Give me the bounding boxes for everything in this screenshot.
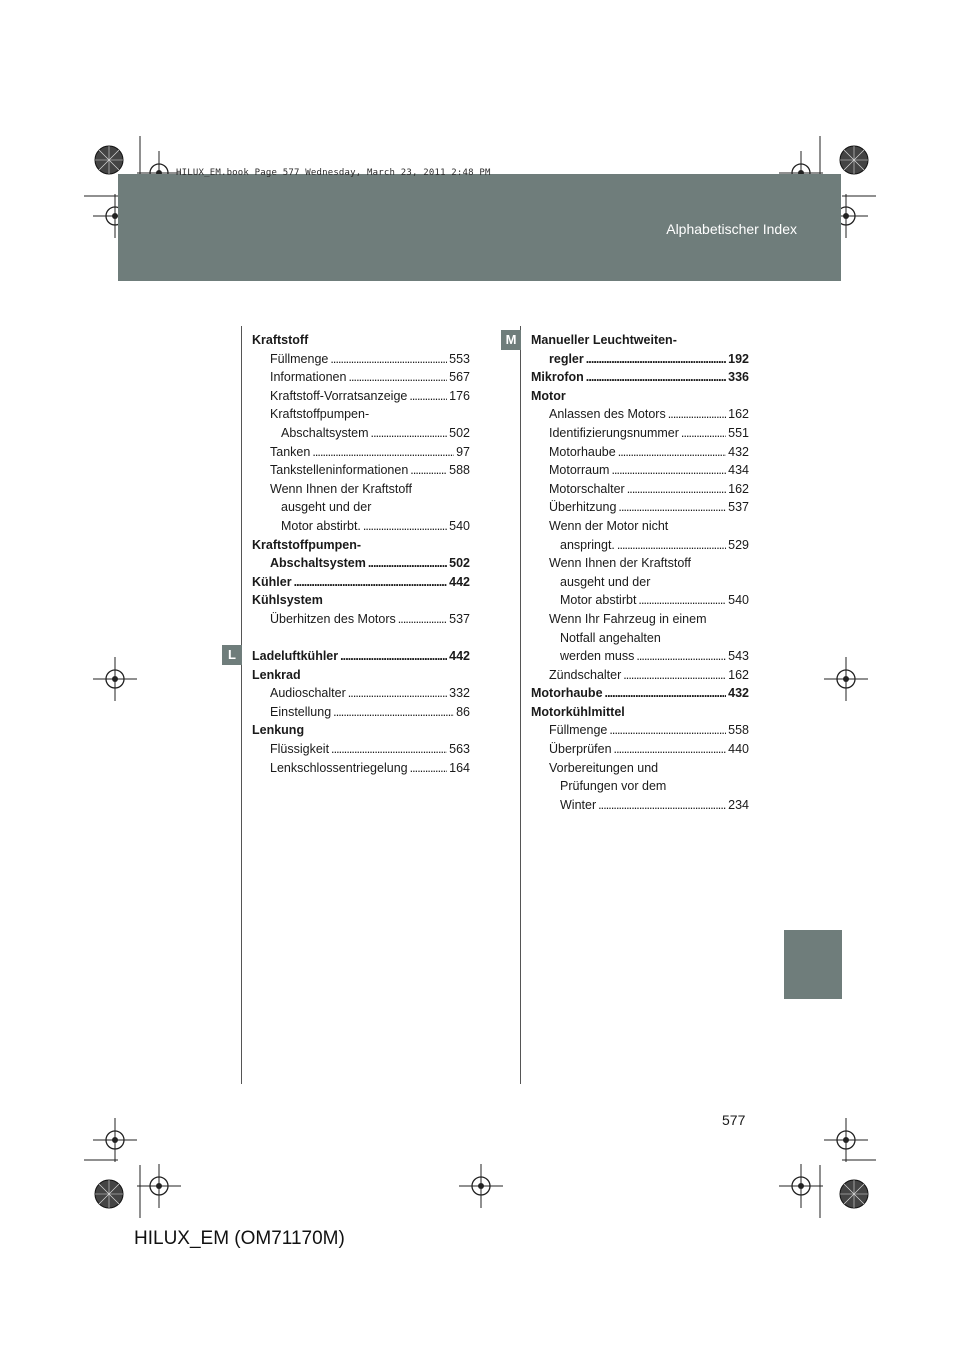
index-entry	[531, 350, 749, 369]
index-entry-term: Wenn Ihnen der Kraftstoff	[270, 481, 412, 496]
index-entry-term: Lenkung	[252, 723, 305, 738]
index-entry	[252, 424, 470, 443]
dot-leader	[638, 591, 726, 610]
index-entry-term: Informationen	[270, 370, 347, 385]
index-entry-page: 567	[449, 370, 470, 385]
index-entry-page: 442	[449, 574, 470, 589]
entry-spacer	[252, 629, 470, 648]
index-entry-page: 164	[449, 760, 470, 775]
index-entry-term: Kraftstoff-Vorratsanzeige	[270, 388, 408, 403]
index-entry-term: Motor abstirbt	[560, 593, 637, 608]
index-entry	[531, 740, 749, 759]
index-entry	[531, 796, 749, 815]
index-entry	[252, 721, 470, 740]
index-entry-term: anspringt.	[560, 537, 615, 552]
index-entry-page: 432	[728, 686, 749, 701]
index-entry	[531, 721, 749, 740]
index-entry-page: 588	[449, 463, 470, 478]
index-entry-term: werden muss	[560, 649, 635, 664]
index-entry-page: 537	[728, 500, 749, 515]
index-entry-term: Füllmenge	[549, 723, 608, 738]
index-entry-page: 97	[456, 444, 470, 459]
index-entry	[252, 405, 470, 424]
dot-leader	[333, 703, 454, 722]
index-entry-term: ausgeht und der	[560, 574, 651, 589]
index-entry	[252, 647, 470, 666]
index-entry	[531, 498, 749, 517]
dot-leader	[611, 461, 726, 480]
index-entry-page: 553	[449, 351, 470, 366]
index-entry	[252, 368, 470, 387]
index-entry	[531, 554, 749, 573]
dot-leader	[586, 350, 726, 369]
index-entry	[531, 424, 749, 443]
index-entry-term: Kraftstoffpumpen-	[270, 407, 370, 422]
dot-leader	[627, 480, 726, 499]
index-entry-page: 432	[728, 444, 749, 459]
index-entry-page: 537	[449, 611, 470, 626]
index-entry	[252, 350, 470, 369]
index-entry-page: 162	[728, 481, 749, 496]
dot-leader	[668, 405, 726, 424]
index-entry	[252, 461, 470, 480]
index-entry-term: Wenn Ihnen der Kraftstoff	[549, 556, 691, 571]
dot-leader	[681, 424, 726, 443]
dot-leader	[312, 443, 454, 462]
dot-leader	[617, 536, 726, 555]
index-entry-page: 234	[728, 797, 749, 812]
dot-leader	[331, 740, 447, 759]
index-entry-term: Lenkschlossentriegelung	[270, 760, 408, 775]
index-entry-term: Abschaltsystem	[281, 425, 369, 440]
index-entry-page: 502	[449, 425, 470, 440]
index-entry-page: 192	[728, 351, 749, 366]
letter-marker-m: M	[501, 330, 521, 350]
index-entry-term: ausgeht und der	[281, 500, 372, 515]
index-entry-term: Lenkrad	[252, 667, 301, 682]
index-entry	[531, 573, 749, 592]
index-entry	[252, 498, 470, 517]
index-entry-term: Kühlsystem	[252, 593, 323, 608]
section-title: Alphabetischer Index	[666, 221, 797, 237]
index-entry	[252, 666, 470, 685]
index-entry	[531, 536, 749, 555]
index-entry	[252, 740, 470, 759]
dot-leader	[609, 721, 726, 740]
index-entry-page: 440	[728, 742, 749, 757]
index-entry-term: Füllmenge	[270, 351, 329, 366]
index-entry	[531, 591, 749, 610]
index-entry-page: 563	[449, 742, 470, 757]
index-entry	[252, 331, 470, 350]
index-entry-term: Audioschalter	[270, 686, 346, 701]
column-divider-left	[241, 326, 242, 1084]
index-entry	[252, 387, 470, 406]
index-entry	[252, 591, 470, 610]
dot-leader	[348, 368, 447, 387]
letter-marker-l: L	[222, 645, 242, 665]
index-entry-page: 162	[728, 407, 749, 422]
index-entry	[531, 777, 749, 796]
dot-leader	[409, 387, 447, 406]
dot-leader	[614, 740, 727, 759]
dot-leader	[348, 684, 447, 703]
dot-leader	[371, 424, 448, 443]
index-entry	[252, 443, 470, 462]
index-entry-term: regler	[549, 351, 584, 366]
index-entry-term: Kraftstoff	[252, 333, 309, 347]
index-entry-page: 558	[728, 723, 749, 738]
index-entry	[531, 684, 749, 703]
index-entry-term: Motorkühlmittel	[531, 704, 625, 719]
dot-leader	[330, 350, 447, 369]
dot-leader	[363, 517, 447, 536]
index-entry-page: 502	[449, 556, 470, 571]
index-entry	[531, 517, 749, 536]
index-entry-term: Motor abstirbt.	[281, 518, 361, 533]
index-entry	[252, 536, 470, 555]
index-entry	[252, 517, 470, 536]
index-entry-term: Mikrofon	[531, 370, 584, 385]
dot-leader	[294, 573, 448, 592]
index-entry	[531, 331, 749, 350]
index-entry-page: 176	[449, 388, 470, 403]
index-column-right	[531, 331, 749, 814]
index-entry-term: Zündschalter	[549, 667, 622, 682]
index-entry-term: Winter	[560, 797, 597, 812]
dot-leader	[340, 647, 447, 666]
index-entry-page: 86	[456, 704, 470, 719]
index-entry	[252, 703, 470, 722]
index-entry-page: 442	[449, 649, 470, 664]
index-entry	[531, 629, 749, 648]
index-entry-term: Prüfungen vor dem	[560, 779, 667, 794]
dot-leader	[618, 443, 726, 462]
index-entry	[252, 554, 470, 573]
index-entry	[252, 610, 470, 629]
index-entry	[531, 461, 749, 480]
page-number: 577	[722, 1112, 746, 1128]
index-entry-term: Tanken	[270, 444, 311, 459]
dot-leader	[586, 368, 726, 387]
index-entry-term: Motorhaube	[531, 686, 603, 701]
dot-leader	[636, 647, 726, 666]
index-entry-term: Flüssigkeit	[270, 742, 330, 757]
index-entry-page: 336	[728, 370, 749, 385]
dot-leader	[410, 759, 448, 778]
index-entry-page: 332	[449, 686, 470, 701]
dot-leader	[598, 796, 726, 815]
index-entry-term: Wenn der Motor nicht	[549, 518, 669, 533]
index-entry-term: Identifizierungsnummer	[549, 425, 679, 440]
index-entry-term: Motorraum	[549, 463, 610, 478]
dot-leader	[398, 610, 447, 629]
index-entry-term: Überhitzung	[549, 500, 617, 515]
dot-leader	[618, 498, 726, 517]
index-entry	[531, 387, 749, 406]
index-entry-page: 434	[728, 463, 749, 478]
index-entry-term: Manueller Leuchtweiten-	[531, 333, 677, 347]
index-entry	[531, 610, 749, 629]
index-entry	[531, 666, 749, 685]
dot-leader	[368, 554, 447, 573]
index-entry-term: Wenn Ihr Fahrzeug in einem	[549, 611, 707, 626]
index-entry	[531, 647, 749, 666]
index-entry-page: 529	[728, 537, 749, 552]
index-entry-term: Überprüfen	[549, 742, 612, 757]
index-entry-term: Ladeluftkühler	[252, 649, 339, 664]
index-entry-term: Anlassen des Motors	[549, 407, 666, 422]
index-entry-term: Vorbereitungen und	[549, 760, 659, 775]
index-entry-page: 540	[728, 593, 749, 608]
index-entry-page: 551	[728, 425, 749, 440]
index-entry	[531, 368, 749, 387]
side-thumb-tab	[784, 930, 842, 999]
index-entry	[531, 405, 749, 424]
index-entry-term: Überhitzen des Motors	[270, 611, 396, 626]
dot-leader	[605, 684, 727, 703]
index-entry-term: Kühler	[252, 574, 292, 589]
manual-code: HILUX_EM (OM71170M)	[134, 1228, 345, 1249]
index-entry-page: 162	[728, 667, 749, 682]
index-entry-term: Motor	[531, 388, 566, 403]
index-entry	[252, 759, 470, 778]
index-entry-term: Abschaltsystem	[270, 556, 366, 571]
index-entry	[531, 703, 749, 722]
index-column-left	[252, 331, 470, 777]
index-entry-term: Tankstelleninformationen	[270, 463, 409, 478]
index-entry-term: Motorschalter	[549, 481, 625, 496]
column-divider-right	[520, 326, 521, 1084]
index-entry	[252, 684, 470, 703]
index-entry-term: Einstellung	[270, 704, 332, 719]
index-entry-term: Notfall angehalten	[560, 630, 661, 645]
index-entry	[531, 443, 749, 462]
book-stamp: HILUX_EM.book Page 577 Wednesday, March 23, 2011 2:48 PM	[176, 168, 491, 178]
index-entry	[252, 573, 470, 592]
index-entry	[252, 480, 470, 499]
dot-leader	[623, 666, 726, 685]
index-entry-page: 543	[728, 649, 749, 664]
dot-leader	[410, 461, 447, 480]
index-entry-page: 540	[449, 518, 470, 533]
index-entry	[531, 759, 749, 778]
index-entry-term: Kraftstoffpumpen-	[252, 537, 362, 552]
index-entry	[531, 480, 749, 499]
index-entry-term: Motorhaube	[549, 444, 616, 459]
